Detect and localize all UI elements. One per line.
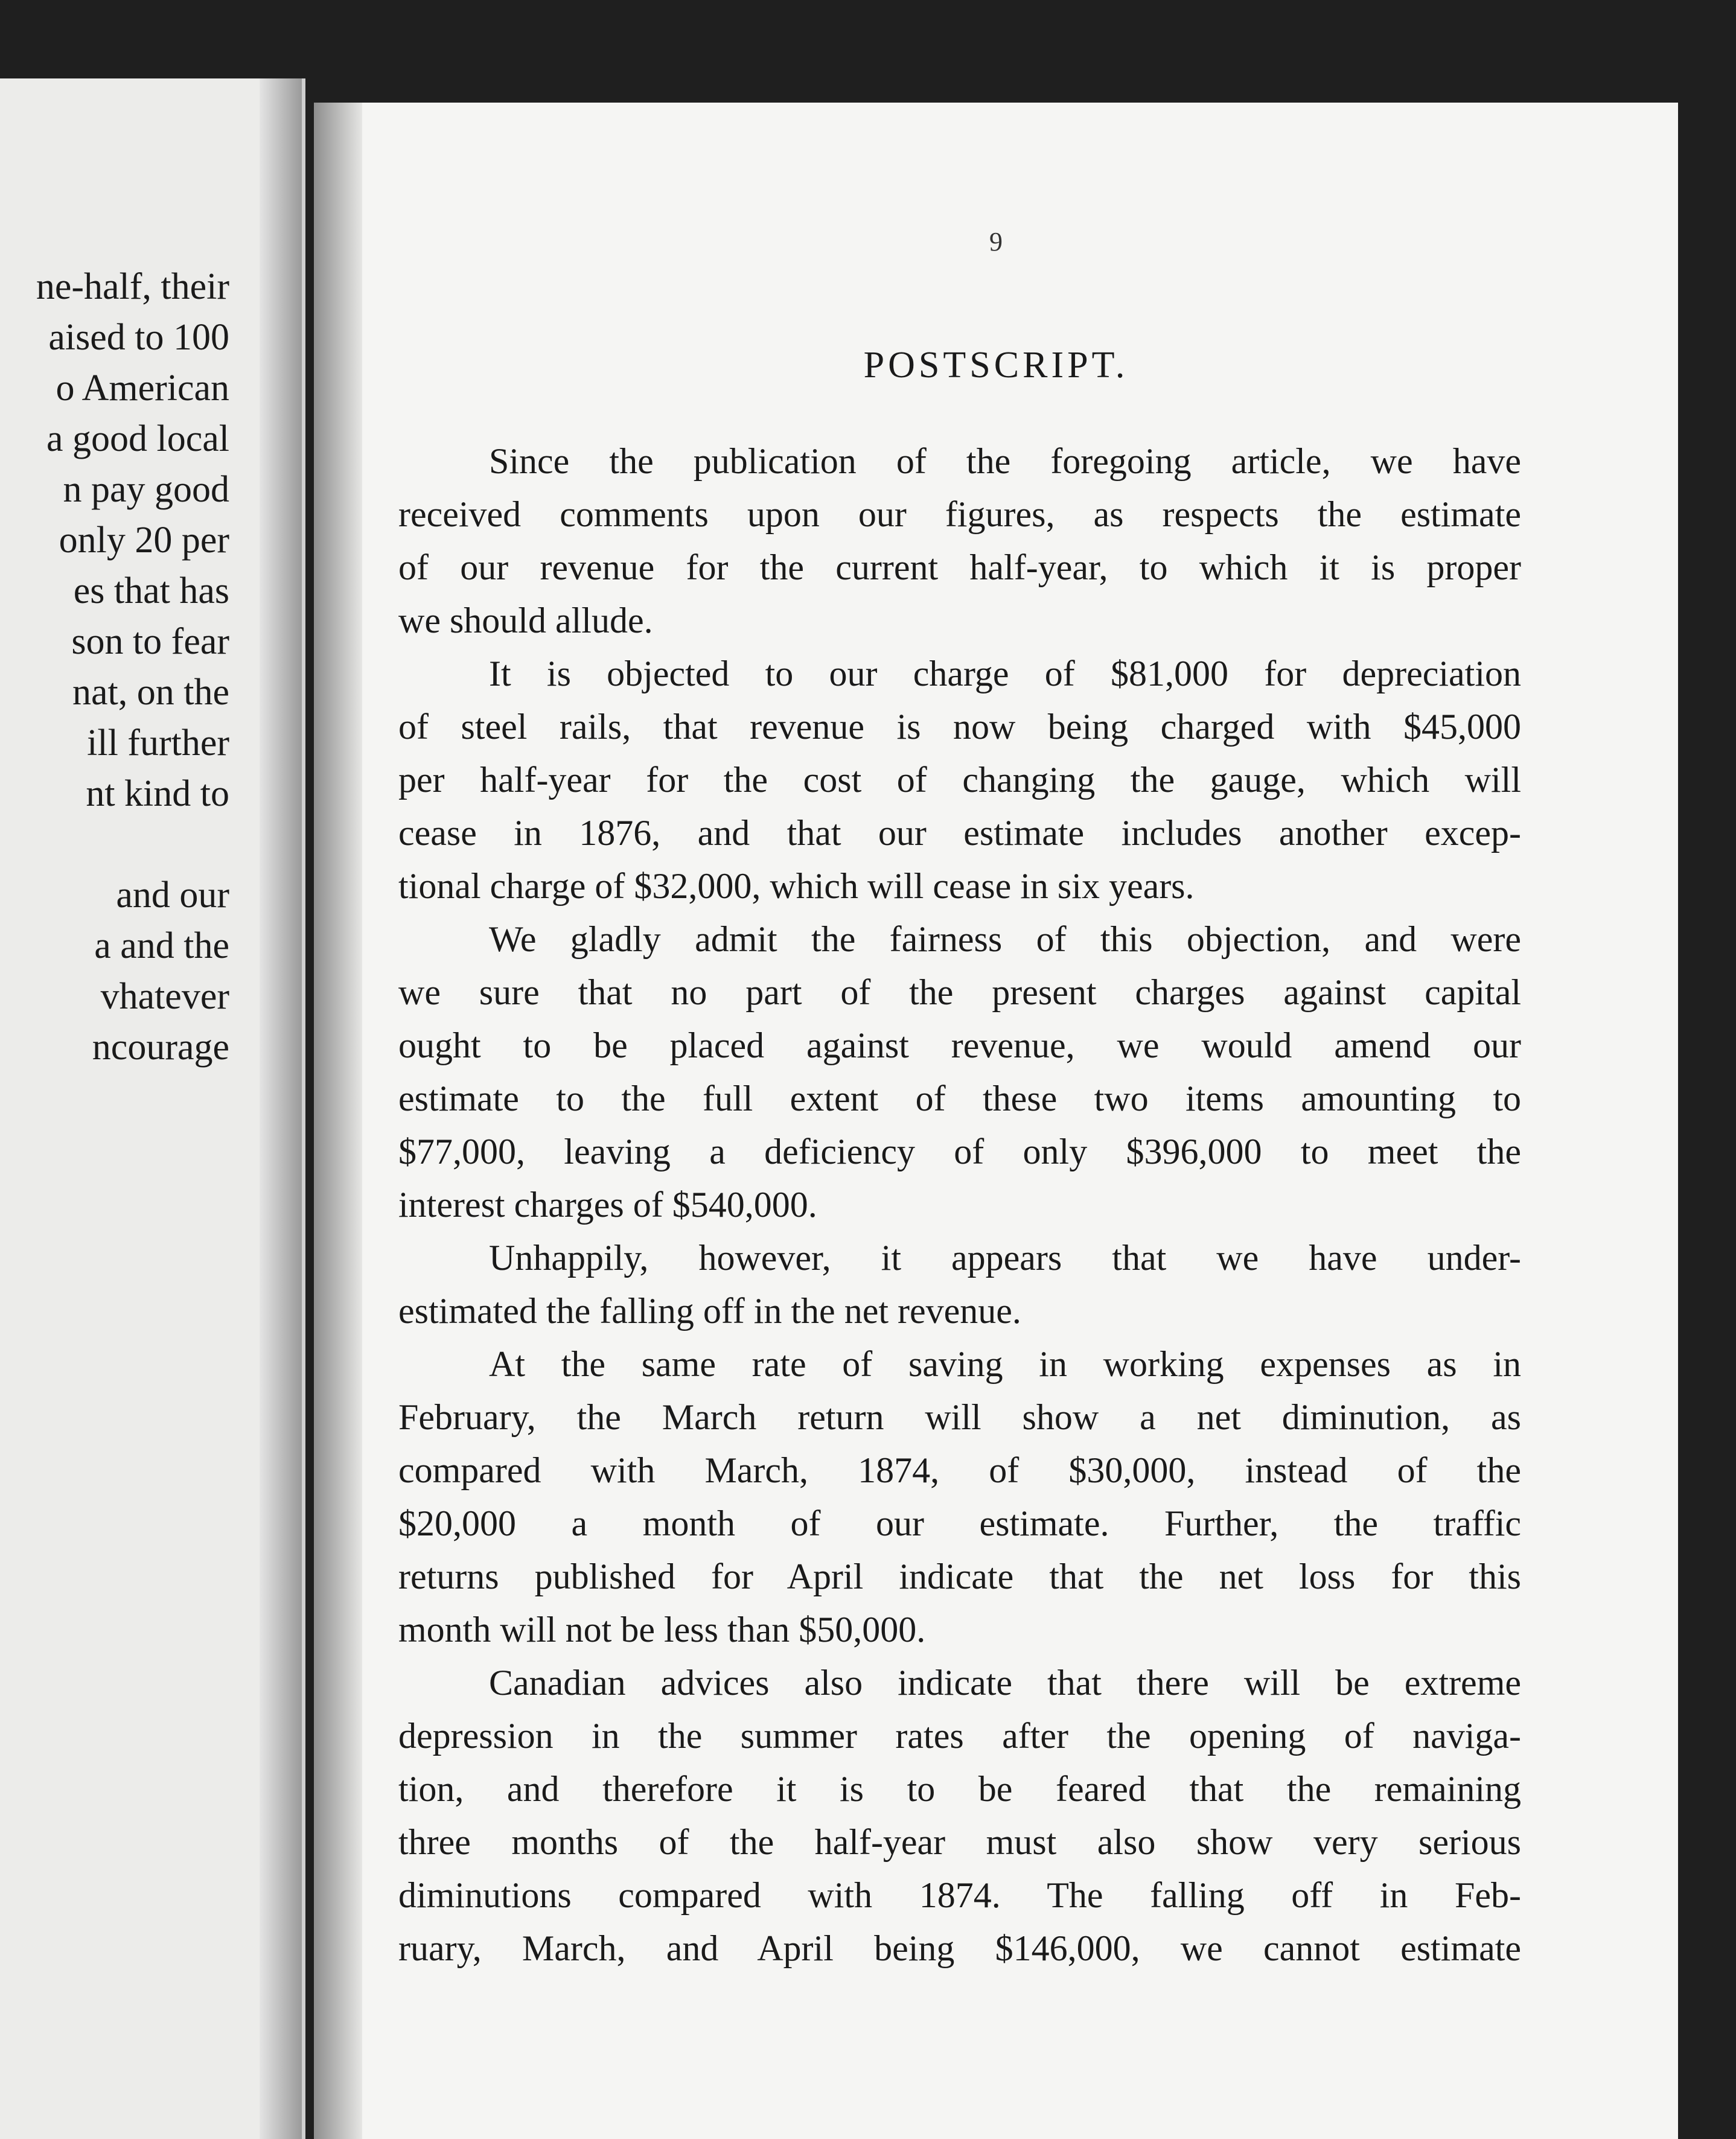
text-line: estimate to the full extent of these two items amounting to: [398, 1079, 1521, 1118]
text-line: $77,000, leaving a deficiency of only $396,000 to meet the: [398, 1132, 1521, 1172]
left-page-line: n pay good: [63, 469, 229, 510]
text-line: we sure that no part of the present charges against capital: [398, 972, 1521, 1012]
text-line: It is objected to our charge of $81,000 for depreciation: [489, 654, 1521, 693]
left-page-line: aised to 100: [48, 317, 229, 358]
page-title: POSTSCRIPT.: [863, 345, 1129, 386]
text-line: cease in 1876, and that our estimate includes another excep-: [398, 813, 1521, 853]
text-line: At the same rate of saving in working expenses as in: [489, 1344, 1521, 1384]
left-page-line: ill further: [87, 722, 229, 763]
left-page: [0, 78, 305, 2139]
text-line: tional charge of $32,000, which will cease in six years.: [398, 866, 1195, 906]
left-page-line: nt kind to: [86, 773, 229, 814]
text-line: compared with March, 1874, of $30,000, instead of the: [398, 1450, 1521, 1490]
text-line: month will not be less than $50,000.: [398, 1610, 926, 1650]
text-line: Since the publication of the foregoing article, we have: [489, 441, 1521, 481]
text-line: ruary, March, and April being $146,000, we cannot estimate: [398, 1928, 1521, 1968]
book-spine-shadow: [260, 78, 302, 2139]
text-line: ought to be placed against revenue, we would amend our: [398, 1025, 1521, 1065]
page-number: 9: [989, 227, 1003, 257]
text-line: Canadian advices also indicate that there will be extreme: [489, 1663, 1521, 1703]
left-page-line: and our: [116, 875, 229, 916]
text-line: Unhappily, however, it appears that we have under-: [489, 1238, 1521, 1278]
left-page-line: a and the: [94, 925, 229, 966]
left-page-line: only 20 per: [59, 520, 229, 561]
left-page-line: a good local: [46, 418, 229, 459]
left-page-line: nat, on the: [72, 672, 229, 713]
left-page-line: ncourage: [92, 1027, 229, 1068]
text-line: three months of the half-year must also show very serious: [398, 1822, 1521, 1862]
text-line: interest charges of $540,000.: [398, 1185, 817, 1225]
text-line: of our revenue for the current half-year, to which it is proper: [398, 547, 1521, 587]
gutter-shadow: [314, 103, 362, 2139]
text-line: We gladly admit the fairness of this objection, and were: [489, 919, 1521, 959]
text-line: of steel rails, that revenue is now being charged with $45,000: [398, 707, 1521, 747]
text-line: tion, and therefore it is to be feared that the remaining: [398, 1769, 1521, 1809]
text-line: depression in the summer rates after the opening of naviga-: [398, 1716, 1521, 1756]
text-line: estimated the falling off in the net revenue.: [398, 1291, 1021, 1331]
left-page-line: son to fear: [71, 621, 229, 662]
text-line: $20,000 a month of our estimate. Further, the traffic: [398, 1503, 1521, 1543]
left-page-line: o American: [56, 368, 229, 409]
right-page: [314, 103, 1678, 2139]
text-line: returns published for April indicate that the net loss for this: [398, 1557, 1521, 1596]
left-page-line: ne-half, their: [36, 266, 229, 307]
text-line: per half-year for the cost of changing the gauge, which will: [398, 760, 1521, 800]
text-line: we should allude.: [398, 601, 653, 640]
left-page-line: es that has: [73, 570, 229, 611]
left-page-line: vhatever: [100, 976, 229, 1017]
text-line: diminutions compared with 1874. The falling off in Feb-: [398, 1875, 1521, 1915]
text-line: February, the March return will show a net diminution, as: [398, 1397, 1521, 1437]
text-line: received comments upon our figures, as respects the estimate: [398, 494, 1521, 534]
